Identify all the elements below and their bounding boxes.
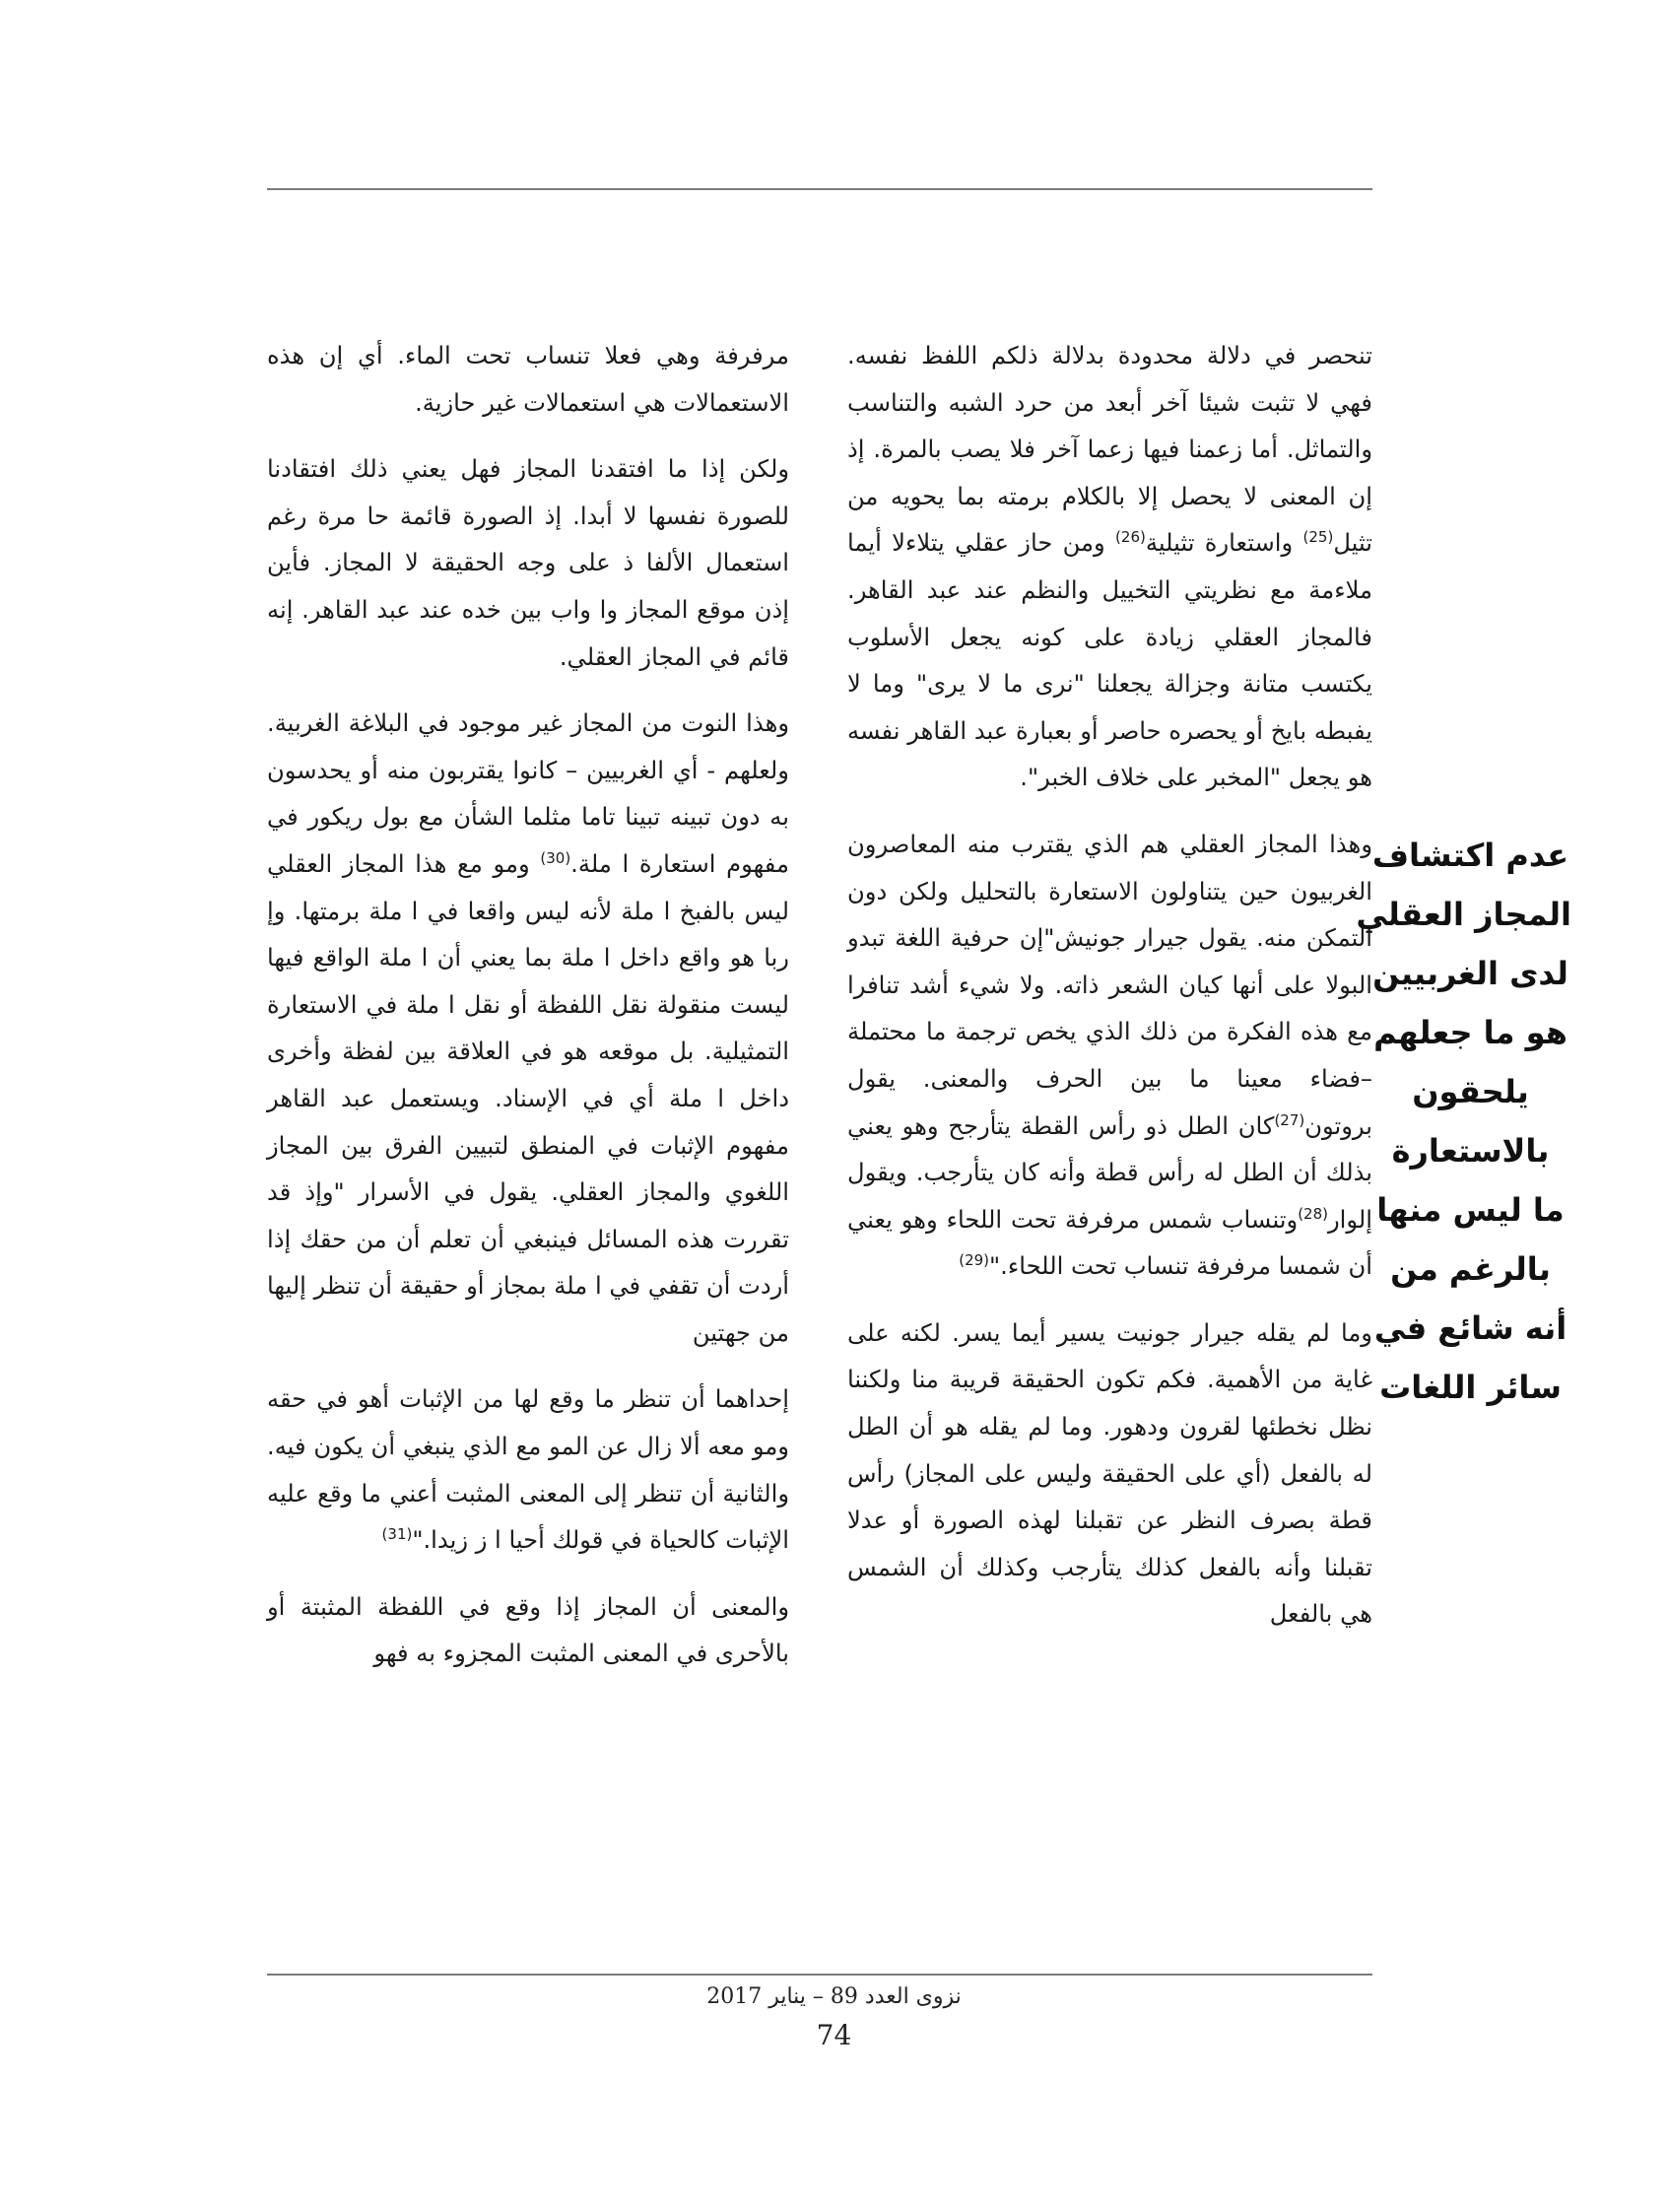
pull-quote — [1356, 826, 1571, 1417]
footnote-ref: (27) — [1274, 1110, 1305, 1129]
page-number: 74 — [816, 2019, 852, 2051]
footnote-ref: (29) — [959, 1251, 990, 1270]
paragraph: وهذا النوت من المجاز غير موجود في البلاغة الغربية. ولعلهم - أي الغربيين – كانوا يقتربون منه أو يحدسون به دون تبينه تبينا تاما مثلما الشأن مع بول ريكور في مفهوم استعارة ا ملة.$^{(30)}$ ومو مع هذا المجاز العقلي ليس بالفبخ ا ملة لأنه ليس واقعا في ا ملة برمتها. وإ ربا هو واقع داخل ا ملة بما يعني أن ا ملة الواقع فيها ليست منقولة نقل اللفظة أو نقل ا ملة في الاستعارة التمثيلية. بل موقعه هو في العلاقة بين لفظة وأخرى داخل ا ملة أي في الإسناد. ويستعمل عبد القاهر مفهوم الإثبات في المنطق لتبيين الفرق بين المجاز اللغوي والمجاز العقلي. يقول في الأسرار "وإذ قد تقررت هذه المسائل فينبغي أن تعلم أن من حقك إذا أردت أن تقفي في ا ملة بمجاز أو حقيقة أن تنظر إليها من جهتين — [267, 709, 789, 1347]
right-text-column — [847, 333, 1372, 1658]
paragraph: إحداهما أن تنظر ما وقع لها من الإثبات أهو في حقه ومو معه ألا زال عن المو مع الذي ينبغي أن يكون فيه. والثانية أن تنظر إلى المعنى المثبت أعني ما وقع عليه الإثبات كالحياة في قولك أحيا ا ز زيدا."$^{(31)}$ — [267, 1385, 789, 1555]
pull-quote-line: يلحقون — [1412, 1073, 1529, 1110]
pull-quote-line: المجاز العقلي — [1356, 896, 1571, 933]
footnote-ref: (26) — [1115, 528, 1146, 547]
paragraph: مرفرفة وهي فعلا تنساب تحت الماء. أي إن هذه الاستعمالات هي استعمالات غير حازية. — [267, 342, 789, 417]
bottom-rule — [267, 1974, 1372, 1976]
footnote-ref: (30) — [540, 848, 571, 867]
footnote-ref: (25) — [1302, 528, 1334, 547]
pull-quote-line: لدى الغربيين — [1372, 955, 1568, 992]
pull-quote-line: بالرغم من — [1390, 1250, 1551, 1288]
pull-quote-line: ما ليس منها — [1376, 1191, 1565, 1229]
issue-info: نزوى العدد 89 – يناير 2017 — [706, 1984, 962, 2009]
top-rule — [267, 188, 1372, 190]
pull-quote-line: سائر اللغات — [1379, 1369, 1562, 1406]
paragraph: وهذا المجاز العقلي هم الذي يقترب منه المعاصرون الغربيون حين يتناولون الاستعارة بالتحليل ولكن دون التمكن منه. يقول جيرار جونيش"إن حرفية اللغة تبدو البولا على أنها كيان الشعر ذاته. ولا شيء أشد تنافرا مع هذه الفكرة من ذلك الذي يخص ترجمة ما محتملة –فضاء معينا ما بين الحرف والمعنى. يقول بروتون$^{(27)}$كان الطل ذو رأس القطة يتأرجح وهو يعني بذلك أن الطل له رأس قطة وأنه كان يتأرجب. ويقول إلوار$^{(28)}$وتنساب شمس مرفرفة تحت اللحاء وهو يعني أن شمسا مرفرفة تنساب تحت اللحاء."$^{(29)}$ — [847, 830, 1372, 1281]
paragraph: وما لم يقله جيرار جونيت يسير أيما يسر. لكنه على غاية من الأهمية. فكم تكون الحقيقة قريبة منا ولكننا نظل نخطئها لقرون ودهور. وما لم يقله هو أن الطل له بالفعل (أي على الحقيقة وليس على المجاز) رأس قطة بصرف النظر عن تقبلنا لهذه الصورة أو عدلا تقبلنا وأنه بالفعل كذلك يتأرجب وكذلك أن الشمس هي بالفعل — [847, 1318, 1372, 1629]
paragraph: تنحصر في دلالة محدودة بدلالة ذلكم اللفظ نفسه. فهي لا تثبت شيئا آخر أبعد من حرد الشبه والتناسب والتماثل. أما زعمنا فيها زعما آخر فلا يصب بالمرة. إذ إن المعنى لا يحصل إلا بالكلام برمته بما يحويه من تثيل$^{(25)}$ واستعارة تثيلية$^{(26)}$ ومن حاز عقلي يتلاءلا أيما ملاءمة مع نظريتي التخييل والنظم عند عبد القاهر. فالمجاز العقلي زيادة على كونه يجعل الأسلوب يكتسب متانة وجزالة يجعلنا "نرى ما لا يرى" وما لا يفبطه بايخ أو يحصره حاصر أو بعبارة عبد القاهر نفسه هو يجعل "المخبر على خلاف الخبر". — [847, 342, 1372, 792]
pull-quote-line: هو ما جعلهم — [1373, 1014, 1568, 1051]
paragraph: والمعنى أن المجاز إذا وقع في اللفظة المثبتة أو بالأحرى في المعنى المثبت المجزوء به فهو — [267, 1592, 789, 1668]
paragraph: ولكن إذا ما افتقدنا المجاز فهل يعني ذلك افتقادنا للصورة نفسها لا أبدا. إذ الصورة قائمة حا مرة رغم استعمال الألفا ذ على وجه الحقيقة لا المجاز. فأين إذن موقع المجاز وا واب بين خده عند عبد القاهر. إنه قائم في المجاز العقلي. — [267, 455, 789, 671]
pull-quote-line: عدم اكتشاف — [1371, 837, 1569, 874]
footnote-ref: (31) — [381, 1525, 413, 1544]
footnote-ref: (28) — [1298, 1204, 1328, 1223]
pull-quote-line: بالاستعارة — [1391, 1132, 1550, 1170]
left-text-column — [267, 333, 789, 1698]
pull-quote-line: أنه شائع في — [1373, 1309, 1568, 1347]
